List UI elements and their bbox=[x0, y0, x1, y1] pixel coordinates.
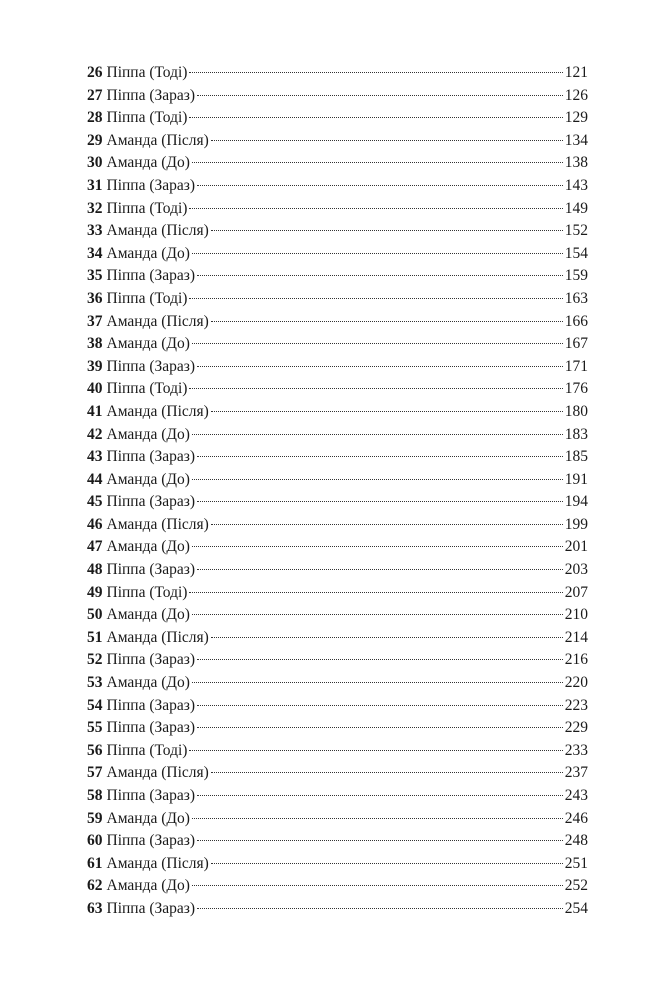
chapter-title: Аманда (До) bbox=[106, 674, 190, 692]
page-number: 201 bbox=[564, 538, 588, 556]
dot-leader bbox=[192, 434, 563, 435]
dot-leader bbox=[211, 772, 563, 773]
chapter-number: 42 bbox=[87, 425, 103, 443]
chapter-title: Піппа (Зараз) bbox=[106, 448, 196, 466]
toc-entry bbox=[87, 401, 588, 424]
chapter-title: Аманда (Після) bbox=[106, 628, 209, 646]
dot-leader bbox=[197, 908, 563, 909]
dot-leader bbox=[192, 818, 563, 819]
chapter-number: 53 bbox=[87, 674, 103, 692]
chapter-number: 33 bbox=[87, 222, 103, 240]
toc-entry bbox=[87, 875, 588, 898]
chapter-title: Піппа (Зараз) bbox=[106, 357, 196, 375]
dot-leader bbox=[197, 501, 563, 502]
chapter-title: Аманда (Після) bbox=[106, 515, 209, 533]
page-number: 134 bbox=[564, 131, 588, 149]
chapter-number: 51 bbox=[87, 628, 103, 646]
chapter-title: Піппа (Тоді) bbox=[106, 109, 188, 127]
toc-entry bbox=[87, 808, 588, 831]
toc-entry bbox=[87, 424, 588, 447]
chapter-number: 47 bbox=[87, 538, 103, 556]
dot-leader bbox=[197, 366, 563, 367]
toc-entry bbox=[87, 107, 588, 130]
chapter-number: 63 bbox=[87, 899, 103, 917]
dot-leader bbox=[197, 569, 563, 570]
chapter-number: 41 bbox=[87, 402, 103, 420]
chapter-number: 58 bbox=[87, 787, 103, 804]
chapter-title: Аманда (Після) bbox=[106, 764, 209, 782]
chapter-number: 40 bbox=[87, 380, 103, 398]
dot-leader bbox=[211, 140, 563, 141]
dot-leader bbox=[192, 479, 563, 480]
page-number: 254 bbox=[564, 899, 588, 917]
toc-entry bbox=[87, 604, 588, 627]
dot-leader bbox=[211, 230, 563, 231]
page-number: 233 bbox=[564, 741, 588, 759]
page-number: 167 bbox=[564, 335, 588, 353]
toc-entry bbox=[87, 853, 588, 876]
toc-entry bbox=[87, 762, 588, 785]
chapter-title: Піппа (Зараз) bbox=[106, 787, 196, 804]
chapter-title: Піппа (Зараз) bbox=[106, 832, 196, 850]
chapter-title: Аманда (До) bbox=[106, 154, 190, 172]
chapter-number: 50 bbox=[87, 606, 103, 624]
chapter-number: 44 bbox=[87, 470, 103, 488]
toc-entry bbox=[87, 220, 588, 243]
chapter-title: Піппа (Тоді) bbox=[106, 199, 188, 217]
chapter-title: Піппа (Зараз) bbox=[106, 651, 196, 669]
page-number: 149 bbox=[564, 199, 588, 217]
chapter-number: 37 bbox=[87, 312, 103, 330]
chapter-number: 34 bbox=[87, 244, 103, 262]
chapter-number: 30 bbox=[87, 154, 103, 172]
chapter-title: Піппа (Зараз) bbox=[106, 899, 196, 917]
chapter-title: Аманда (Після) bbox=[106, 131, 209, 149]
chapter-title: Піппа (Тоді) bbox=[106, 741, 188, 759]
chapter-title: Піппа (Зараз) bbox=[106, 176, 196, 194]
page-number: 183 bbox=[564, 425, 588, 443]
dot-leader bbox=[197, 185, 563, 186]
chapter-number: 38 bbox=[87, 335, 103, 353]
page-number: 121 bbox=[564, 64, 588, 81]
chapter-number: 60 bbox=[87, 832, 103, 850]
chapter-title: Аманда (Після) bbox=[106, 222, 209, 240]
dot-leader bbox=[192, 546, 563, 547]
table-of-contents bbox=[87, 62, 588, 921]
page-number: 138 bbox=[564, 154, 588, 172]
dot-leader bbox=[197, 275, 563, 276]
chapter-number: 39 bbox=[87, 357, 103, 375]
toc-entry bbox=[87, 175, 588, 198]
toc-entry bbox=[87, 265, 588, 288]
toc-entry bbox=[87, 514, 588, 537]
dot-leader bbox=[192, 162, 563, 163]
chapter-title: Аманда (До) bbox=[106, 244, 190, 262]
toc-entry bbox=[87, 740, 588, 763]
dot-leader bbox=[189, 750, 562, 751]
toc-entry bbox=[87, 695, 588, 718]
chapter-number: 35 bbox=[87, 267, 103, 285]
toc-entry bbox=[87, 830, 588, 853]
chapter-number: 27 bbox=[87, 86, 103, 104]
toc-entry bbox=[87, 649, 588, 672]
dot-leader bbox=[189, 72, 562, 73]
chapter-title: Аманда (Після) bbox=[106, 312, 209, 330]
toc-entry bbox=[87, 898, 588, 921]
dot-leader bbox=[192, 614, 563, 615]
chapter-number: 46 bbox=[87, 515, 103, 533]
toc-entry bbox=[87, 62, 588, 85]
toc-entry bbox=[87, 536, 588, 559]
page-number: 171 bbox=[564, 357, 588, 375]
chapter-title: Піппа (Зараз) bbox=[106, 493, 196, 511]
toc-entry bbox=[87, 311, 588, 334]
chapter-title: Піппа (Тоді) bbox=[106, 289, 188, 307]
page-number: 152 bbox=[564, 222, 588, 240]
toc-entry bbox=[87, 288, 588, 311]
toc-entry bbox=[87, 198, 588, 221]
chapter-title: Піппа (Зараз) bbox=[106, 719, 196, 737]
dot-leader bbox=[189, 388, 562, 389]
chapter-title: Аманда (До) bbox=[106, 606, 190, 624]
dot-leader bbox=[189, 298, 562, 299]
dot-leader bbox=[211, 637, 563, 638]
toc-entry bbox=[87, 243, 588, 266]
toc-entry bbox=[87, 559, 588, 582]
page-number: 180 bbox=[564, 402, 588, 420]
page-number: 220 bbox=[564, 674, 588, 692]
dot-leader bbox=[189, 592, 562, 593]
chapter-number: 36 bbox=[87, 289, 103, 307]
toc-entry bbox=[87, 152, 588, 175]
chapter-title: Піппа (Зараз) bbox=[106, 561, 196, 579]
toc-entry bbox=[87, 717, 588, 740]
toc-entry bbox=[87, 672, 588, 695]
toc-entry bbox=[87, 356, 588, 379]
toc-entry bbox=[87, 130, 588, 153]
dot-leader bbox=[211, 411, 563, 412]
dot-leader bbox=[192, 343, 563, 344]
dot-leader bbox=[211, 524, 563, 525]
page-number: 129 bbox=[564, 109, 588, 127]
chapter-number: 26 bbox=[87, 64, 103, 81]
page-number: 126 bbox=[564, 86, 588, 104]
dot-leader bbox=[192, 253, 563, 254]
page-number: 229 bbox=[564, 719, 588, 737]
chapter-number: 28 bbox=[87, 109, 103, 127]
page-number: 246 bbox=[564, 809, 588, 827]
dot-leader bbox=[197, 659, 563, 660]
chapter-number: 49 bbox=[87, 583, 103, 601]
chapter-title: Аманда (До) bbox=[106, 470, 190, 488]
dot-leader bbox=[211, 863, 563, 864]
chapter-title: Аманда (До) bbox=[106, 809, 190, 827]
page-number: 194 bbox=[564, 493, 588, 511]
dot-leader bbox=[192, 885, 563, 886]
toc-entry bbox=[87, 627, 588, 650]
dot-leader bbox=[211, 321, 563, 322]
chapter-title: Аманда (До) bbox=[106, 425, 190, 443]
dot-leader bbox=[197, 456, 563, 457]
toc-entry bbox=[87, 469, 588, 492]
chapter-number: 52 bbox=[87, 651, 103, 669]
dot-leader bbox=[189, 208, 562, 209]
chapter-number: 45 bbox=[87, 493, 103, 511]
page-number: 248 bbox=[564, 832, 588, 850]
chapter-title: Аманда (До) bbox=[106, 335, 190, 353]
chapter-number: 48 bbox=[87, 561, 103, 579]
toc-entry bbox=[87, 446, 588, 469]
chapter-number: 31 bbox=[87, 176, 103, 194]
page-number: 214 bbox=[564, 628, 588, 646]
page-number: 252 bbox=[564, 877, 588, 895]
chapter-title: Піппа (Тоді) bbox=[106, 64, 188, 81]
page-number: 166 bbox=[564, 312, 588, 330]
chapter-number: 57 bbox=[87, 764, 103, 782]
page-number: 143 bbox=[564, 176, 588, 194]
toc-entry bbox=[87, 333, 588, 356]
page-number: 207 bbox=[564, 583, 588, 601]
dot-leader bbox=[189, 117, 562, 118]
page-number: 159 bbox=[564, 267, 588, 285]
chapter-number: 56 bbox=[87, 741, 103, 759]
page-number: 251 bbox=[564, 854, 588, 872]
chapter-number: 55 bbox=[87, 719, 103, 737]
chapter-number: 54 bbox=[87, 696, 103, 714]
dot-leader bbox=[197, 727, 563, 728]
page-number: 191 bbox=[564, 470, 588, 488]
chapter-title: Піппа (Зараз) bbox=[106, 86, 196, 104]
chapter-number: 61 bbox=[87, 854, 103, 872]
page-number: 223 bbox=[564, 696, 588, 714]
chapter-title: Аманда (До) bbox=[106, 877, 190, 895]
toc-entry bbox=[87, 582, 588, 605]
page-number: 176 bbox=[564, 380, 588, 398]
chapter-title: Піппа (Тоді) bbox=[106, 380, 188, 398]
chapter-title: Аманда (Після) bbox=[106, 402, 209, 420]
toc-entry bbox=[87, 378, 588, 401]
chapter-title: Піппа (Зараз) bbox=[106, 696, 196, 714]
page-number: 185 bbox=[564, 448, 588, 466]
chapter-number: 62 bbox=[87, 877, 103, 895]
dot-leader bbox=[197, 795, 563, 796]
page-number: 203 bbox=[564, 561, 588, 579]
chapter-number: 59 bbox=[87, 809, 103, 827]
page-number: 237 bbox=[564, 764, 588, 782]
chapter-number: 29 bbox=[87, 131, 103, 149]
chapter-title: Піппа (Тоді) bbox=[106, 583, 188, 601]
page-number: 216 bbox=[564, 651, 588, 669]
chapter-title: Аманда (До) bbox=[106, 538, 190, 556]
page-number: 154 bbox=[564, 244, 588, 262]
page-number: 210 bbox=[564, 606, 588, 624]
dot-leader bbox=[197, 705, 563, 706]
chapter-number: 43 bbox=[87, 448, 103, 466]
toc-entry bbox=[87, 85, 588, 108]
page-number: 243 bbox=[564, 787, 588, 804]
page-number: 163 bbox=[564, 289, 588, 307]
dot-leader bbox=[197, 95, 563, 96]
dot-leader bbox=[192, 682, 563, 683]
toc-entry bbox=[87, 785, 588, 808]
chapter-number: 32 bbox=[87, 199, 103, 217]
toc-entry bbox=[87, 491, 588, 514]
chapter-title: Піппа (Зараз) bbox=[106, 267, 196, 285]
chapter-title: Аманда (Після) bbox=[106, 854, 209, 872]
page-number: 199 bbox=[564, 515, 588, 533]
dot-leader bbox=[197, 840, 563, 841]
